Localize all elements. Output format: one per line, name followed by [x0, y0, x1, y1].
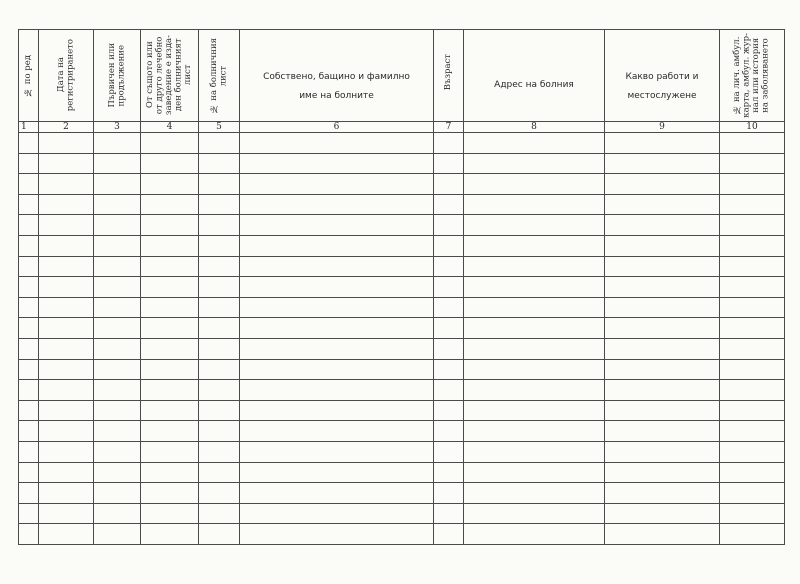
- table-row: [19, 338, 785, 359]
- table-cell[interactable]: [605, 153, 720, 174]
- table-cell[interactable]: [605, 256, 720, 277]
- table-cell[interactable]: [199, 256, 240, 277]
- table-cell[interactable]: [94, 359, 141, 380]
- table-cell[interactable]: [605, 380, 720, 401]
- table-cell[interactable]: [94, 174, 141, 195]
- table-cell[interactable]: [141, 483, 199, 504]
- table-cell[interactable]: [94, 153, 141, 174]
- table-cell[interactable]: [605, 215, 720, 236]
- table-cell[interactable]: [605, 235, 720, 256]
- table-cell[interactable]: [240, 338, 434, 359]
- table-cell[interactable]: [464, 441, 605, 462]
- table-row: [19, 174, 785, 195]
- table-cell[interactable]: [19, 277, 39, 298]
- table-cell[interactable]: [199, 380, 240, 401]
- table-cell[interactable]: [19, 462, 39, 483]
- table-cell[interactable]: [720, 277, 785, 298]
- table-row: [19, 524, 785, 545]
- table-cell[interactable]: [464, 318, 605, 339]
- table-cell[interactable]: [199, 462, 240, 483]
- table-cell[interactable]: [141, 256, 199, 277]
- table-cell[interactable]: [39, 483, 94, 504]
- table-cell[interactable]: [141, 380, 199, 401]
- table-cell[interactable]: [94, 483, 141, 504]
- table-cell[interactable]: [94, 338, 141, 359]
- table-cell[interactable]: [240, 483, 434, 504]
- table-cell[interactable]: [720, 133, 785, 154]
- table-cell[interactable]: [199, 174, 240, 195]
- table-cell[interactable]: [39, 277, 94, 298]
- table-cell[interactable]: [720, 194, 785, 215]
- table-cell[interactable]: [720, 462, 785, 483]
- table-cell[interactable]: [19, 441, 39, 462]
- table-cell[interactable]: [39, 524, 94, 545]
- table-cell[interactable]: [141, 194, 199, 215]
- table-cell[interactable]: [240, 153, 434, 174]
- table-cell[interactable]: [39, 462, 94, 483]
- table-cell[interactable]: [720, 318, 785, 339]
- table-cell[interactable]: [39, 215, 94, 236]
- col-number: 1: [19, 122, 39, 133]
- table-cell[interactable]: [141, 174, 199, 195]
- table-cell[interactable]: [199, 359, 240, 380]
- table-cell[interactable]: [464, 421, 605, 442]
- table-cell[interactable]: [199, 133, 240, 154]
- table-cell[interactable]: [141, 462, 199, 483]
- table-cell[interactable]: [434, 174, 464, 195]
- table-cell[interactable]: [199, 235, 240, 256]
- table-cell[interactable]: [19, 235, 39, 256]
- table-cell[interactable]: [464, 400, 605, 421]
- table-cell[interactable]: [605, 441, 720, 462]
- table-row: [19, 503, 785, 524]
- table-cell[interactable]: [605, 400, 720, 421]
- col-number: 2: [39, 122, 94, 133]
- table-row: [19, 318, 785, 339]
- table-cell[interactable]: [464, 359, 605, 380]
- table-cell[interactable]: [720, 380, 785, 401]
- table-cell[interactable]: [141, 318, 199, 339]
- col-header-registration-date: Дата на регистрирането: [39, 30, 94, 122]
- col-header-age: Възраст: [434, 30, 464, 122]
- table-cell[interactable]: [434, 359, 464, 380]
- table-cell[interactable]: [94, 297, 141, 318]
- table-cell[interactable]: [141, 277, 199, 298]
- table-cell[interactable]: [434, 215, 464, 236]
- table-cell[interactable]: [240, 524, 434, 545]
- table-cell[interactable]: [94, 215, 141, 236]
- table-cell[interactable]: [94, 133, 141, 154]
- table-cell[interactable]: [141, 421, 199, 442]
- table-cell[interactable]: [605, 297, 720, 318]
- table-cell[interactable]: [199, 215, 240, 236]
- table-cell[interactable]: [19, 153, 39, 174]
- table-row: [19, 421, 785, 442]
- table-cell[interactable]: [464, 215, 605, 236]
- table-cell[interactable]: [19, 380, 39, 401]
- table-row: [19, 400, 785, 421]
- table-cell[interactable]: [141, 503, 199, 524]
- column-number-row: [19, 122, 785, 133]
- table-cell[interactable]: [434, 483, 464, 504]
- table-cell[interactable]: [94, 462, 141, 483]
- table-cell[interactable]: [240, 133, 434, 154]
- table-cell[interactable]: [199, 421, 240, 442]
- table-cell[interactable]: [240, 215, 434, 236]
- col-number: 7: [434, 122, 464, 133]
- table-cell[interactable]: [141, 441, 199, 462]
- col-number: 4: [141, 122, 199, 133]
- table-cell[interactable]: [240, 441, 434, 462]
- table-row: [19, 359, 785, 380]
- table-cell[interactable]: [199, 524, 240, 545]
- table-cell[interactable]: [434, 133, 464, 154]
- table-cell[interactable]: [39, 318, 94, 339]
- table-row: [19, 256, 785, 277]
- table-cell[interactable]: [39, 194, 94, 215]
- table-cell[interactable]: [199, 194, 240, 215]
- table-cell[interactable]: [720, 503, 785, 524]
- table-cell[interactable]: [240, 174, 434, 195]
- table-cell[interactable]: [720, 441, 785, 462]
- table-cell[interactable]: [39, 256, 94, 277]
- table-cell[interactable]: [19, 421, 39, 442]
- table-cell[interactable]: [19, 194, 39, 215]
- patient-register-table: [18, 29, 785, 545]
- table-cell[interactable]: [464, 153, 605, 174]
- table-cell[interactable]: [720, 483, 785, 504]
- table-cell[interactable]: [434, 380, 464, 401]
- col-header-sick-leave-number: № на болничния лист: [199, 30, 240, 122]
- table-cell[interactable]: [605, 524, 720, 545]
- table-cell[interactable]: [240, 462, 434, 483]
- table-cell[interactable]: [141, 153, 199, 174]
- table-row: [19, 153, 785, 174]
- register-body: [19, 133, 785, 545]
- table-cell[interactable]: [720, 400, 785, 421]
- table-cell[interactable]: [464, 297, 605, 318]
- table-cell[interactable]: [39, 235, 94, 256]
- table-cell[interactable]: [434, 256, 464, 277]
- table-cell[interactable]: [199, 483, 240, 504]
- table-cell[interactable]: [39, 359, 94, 380]
- col-number: 6: [240, 122, 434, 133]
- table-cell[interactable]: [39, 400, 94, 421]
- table-row: [19, 297, 785, 318]
- table-cell[interactable]: [199, 338, 240, 359]
- table-cell[interactable]: [434, 194, 464, 215]
- col-header-record-number: № на лич. амбул. карта, амбул. жур- нал или история на заболяването: [720, 30, 785, 122]
- col-header-primary-or-continuation: Първичен или продължение: [94, 30, 141, 122]
- table-cell[interactable]: [199, 153, 240, 174]
- table-cell[interactable]: [19, 503, 39, 524]
- col-number: 10: [720, 122, 785, 133]
- table-row: [19, 483, 785, 504]
- table-row: [19, 235, 785, 256]
- table-cell[interactable]: [39, 421, 94, 442]
- table-cell[interactable]: [240, 318, 434, 339]
- table-cell[interactable]: [240, 421, 434, 442]
- table-row: [19, 194, 785, 215]
- table-cell[interactable]: [199, 297, 240, 318]
- table-row: [19, 380, 785, 401]
- table-cell[interactable]: [199, 400, 240, 421]
- col-header-issuing-institution: От същото или от друго лечебно заведение е изда- ден болничният лист: [141, 30, 199, 122]
- table-cell[interactable]: [240, 235, 434, 256]
- col-number: 8: [464, 122, 605, 133]
- col-number: 5: [199, 122, 240, 133]
- table-cell[interactable]: [141, 338, 199, 359]
- table-cell[interactable]: [605, 133, 720, 154]
- table-cell[interactable]: [39, 380, 94, 401]
- table-cell[interactable]: [464, 462, 605, 483]
- table-cell[interactable]: [199, 503, 240, 524]
- table-cell[interactable]: [464, 483, 605, 504]
- table-cell[interactable]: [605, 462, 720, 483]
- table-cell[interactable]: [720, 359, 785, 380]
- table-cell[interactable]: [434, 524, 464, 545]
- table-cell[interactable]: [199, 441, 240, 462]
- table-cell[interactable]: [141, 235, 199, 256]
- table-cell[interactable]: [434, 297, 464, 318]
- table-cell[interactable]: [19, 256, 39, 277]
- table-cell[interactable]: [94, 400, 141, 421]
- table-cell[interactable]: [605, 277, 720, 298]
- table-cell[interactable]: [434, 421, 464, 442]
- table-cell[interactable]: [141, 524, 199, 545]
- table-row: [19, 277, 785, 298]
- table-cell[interactable]: [19, 133, 39, 154]
- col-header-patient-address: Адрес на болния: [464, 30, 605, 122]
- table-cell[interactable]: [94, 441, 141, 462]
- table-cell[interactable]: [94, 277, 141, 298]
- table-cell[interactable]: [720, 153, 785, 174]
- table-cell[interactable]: [19, 400, 39, 421]
- table-cell[interactable]: [605, 338, 720, 359]
- table-cell[interactable]: [94, 524, 141, 545]
- table-cell[interactable]: [605, 359, 720, 380]
- table-cell[interactable]: [141, 359, 199, 380]
- table-cell[interactable]: [434, 318, 464, 339]
- table-cell[interactable]: [19, 483, 39, 504]
- table-cell[interactable]: [141, 400, 199, 421]
- table-cell[interactable]: [434, 277, 464, 298]
- table-cell[interactable]: [94, 380, 141, 401]
- col-header-row-number: № по ред: [19, 30, 39, 122]
- table-cell[interactable]: [19, 359, 39, 380]
- table-cell[interactable]: [464, 194, 605, 215]
- table-cell[interactable]: [39, 503, 94, 524]
- table-cell[interactable]: [605, 483, 720, 504]
- table-cell[interactable]: [19, 524, 39, 545]
- table-cell[interactable]: [720, 297, 785, 318]
- table-cell[interactable]: [434, 338, 464, 359]
- register-sheet: [18, 29, 784, 565]
- table-cell[interactable]: [240, 194, 434, 215]
- table-cell[interactable]: [141, 133, 199, 154]
- table-cell[interactable]: [240, 297, 434, 318]
- table-cell[interactable]: [240, 359, 434, 380]
- table-cell[interactable]: [720, 235, 785, 256]
- col-header-occupation: Какво работи и местослужене: [605, 30, 720, 122]
- table-cell[interactable]: [434, 503, 464, 524]
- table-cell[interactable]: [464, 133, 605, 154]
- table-cell[interactable]: [19, 174, 39, 195]
- table-cell[interactable]: [39, 153, 94, 174]
- table-row: [19, 441, 785, 462]
- table-cell[interactable]: [141, 215, 199, 236]
- table-cell[interactable]: [720, 174, 785, 195]
- table-cell[interactable]: [464, 174, 605, 195]
- table-cell[interactable]: [19, 215, 39, 236]
- table-cell[interactable]: [39, 338, 94, 359]
- table-cell[interactable]: [434, 153, 464, 174]
- table-cell[interactable]: [434, 400, 464, 421]
- table-row: [19, 133, 785, 154]
- table-cell[interactable]: [720, 256, 785, 277]
- table-cell[interactable]: [605, 503, 720, 524]
- table-cell[interactable]: [720, 215, 785, 236]
- table-cell[interactable]: [240, 400, 434, 421]
- table-cell[interactable]: [19, 297, 39, 318]
- table-cell[interactable]: [39, 441, 94, 462]
- table-cell[interactable]: [464, 235, 605, 256]
- table-row: [19, 462, 785, 483]
- table-cell[interactable]: [464, 524, 605, 545]
- table-cell[interactable]: [94, 194, 141, 215]
- table-row: [19, 215, 785, 236]
- table-cell[interactable]: [39, 174, 94, 195]
- table-cell[interactable]: [39, 133, 94, 154]
- table-cell[interactable]: [605, 421, 720, 442]
- table-cell[interactable]: [464, 380, 605, 401]
- table-cell[interactable]: [94, 235, 141, 256]
- table-cell[interactable]: [464, 503, 605, 524]
- table-cell[interactable]: [94, 421, 141, 442]
- table-cell[interactable]: [434, 441, 464, 462]
- table-cell[interactable]: [19, 338, 39, 359]
- table-cell[interactable]: [199, 277, 240, 298]
- table-cell[interactable]: [240, 277, 434, 298]
- table-cell[interactable]: [464, 338, 605, 359]
- table-cell[interactable]: [141, 297, 199, 318]
- header-row: [19, 30, 785, 122]
- table-cell[interactable]: [94, 256, 141, 277]
- col-header-patient-name: Собствено, бащино и фамилно име на болните: [240, 30, 434, 122]
- table-cell[interactable]: [94, 318, 141, 339]
- table-cell[interactable]: [605, 174, 720, 195]
- table-cell[interactable]: [19, 318, 39, 339]
- table-cell[interactable]: [720, 338, 785, 359]
- table-cell[interactable]: [464, 277, 605, 298]
- col-number: 9: [605, 122, 720, 133]
- col-number: 3: [94, 122, 141, 133]
- table-cell[interactable]: [94, 503, 141, 524]
- table-cell[interactable]: [434, 462, 464, 483]
- table-cell[interactable]: [605, 194, 720, 215]
- table-cell[interactable]: [39, 297, 94, 318]
- table-cell[interactable]: [605, 318, 720, 339]
- table-cell[interactable]: [240, 380, 434, 401]
- table-cell[interactable]: [434, 235, 464, 256]
- table-cell[interactable]: [720, 524, 785, 545]
- table-cell[interactable]: [720, 421, 785, 442]
- table-cell[interactable]: [464, 256, 605, 277]
- table-cell[interactable]: [240, 256, 434, 277]
- table-cell[interactable]: [199, 318, 240, 339]
- table-cell[interactable]: [240, 503, 434, 524]
